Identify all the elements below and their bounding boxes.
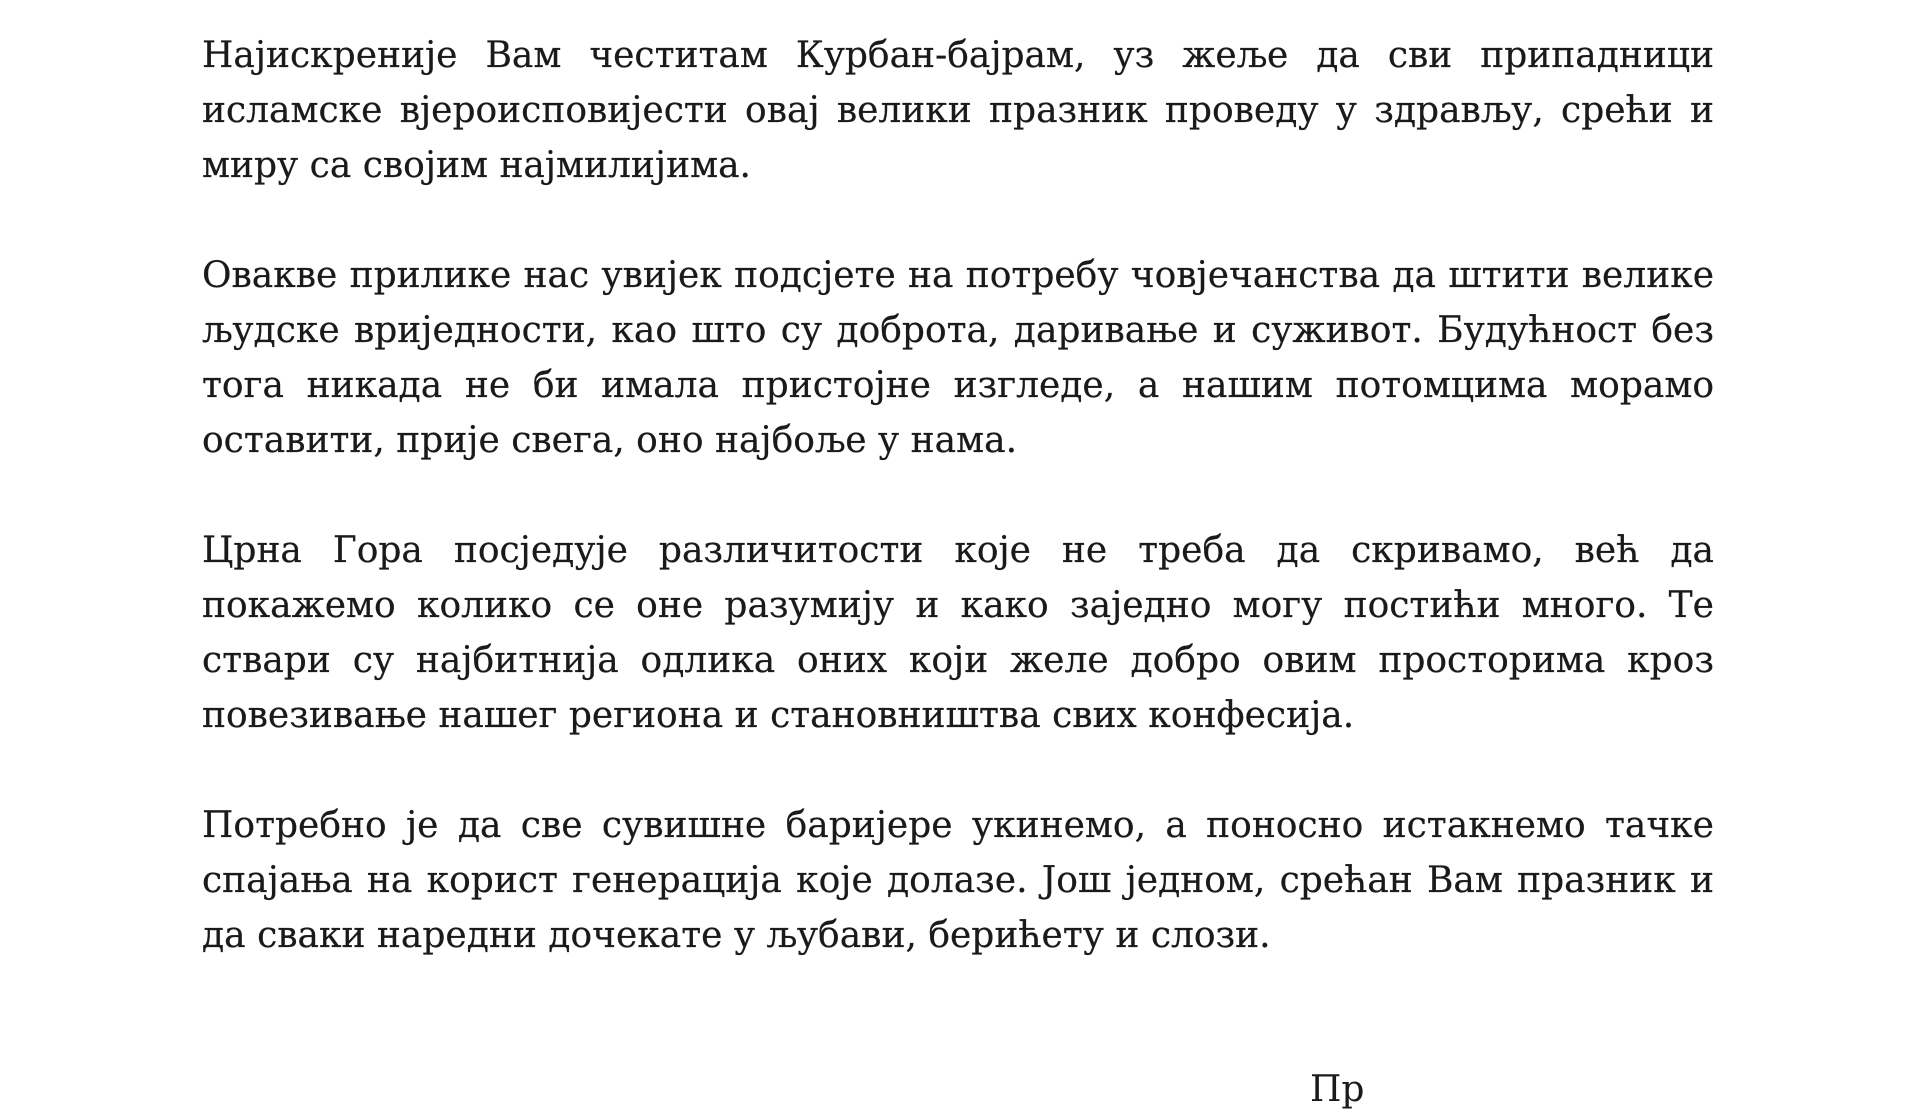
paragraph-closing: Потребно је да све сувишне баријере укинемо, а поносно истакнемо тачке спајања на корист генерација које долазе. Још једном, срећан Вам празник и да сваки наредни дочекате у љубави, берићету и слози. [202,805,1714,956]
paragraph-greeting: Најискреније Вам честитам Курбан-бајрам, уз жеље да сви припадници исламске вјероисповијести овај велики празник проведу у здрављу, срећи и миру са својим најмилијима. [202,35,1714,186]
paragraph-values: Овакве прилике нас увијек подсјете на потребу човјечанства да штити велике људске вриједности, као што су доброта, даривање и суживот. Будућност без тога никада не би имала пристојне изгледе, а нашим потомцима морамо оставити, прије свега, оно најбоље у нама. [202,255,1714,461]
letter-body [202,28,1714,1018]
paragraph-diversity: Црна Гора посједује различитости које не треба да скривамо, већ да покажемо колико се оне разумију и како заједно могу постићи много. Те ствари су најбитнија одлика оних који желе добро овим просторима кроз повезивање нашег региона и становништва свих конфесија. [202,530,1714,736]
signature-line: Пр [1310,1069,1365,1110]
